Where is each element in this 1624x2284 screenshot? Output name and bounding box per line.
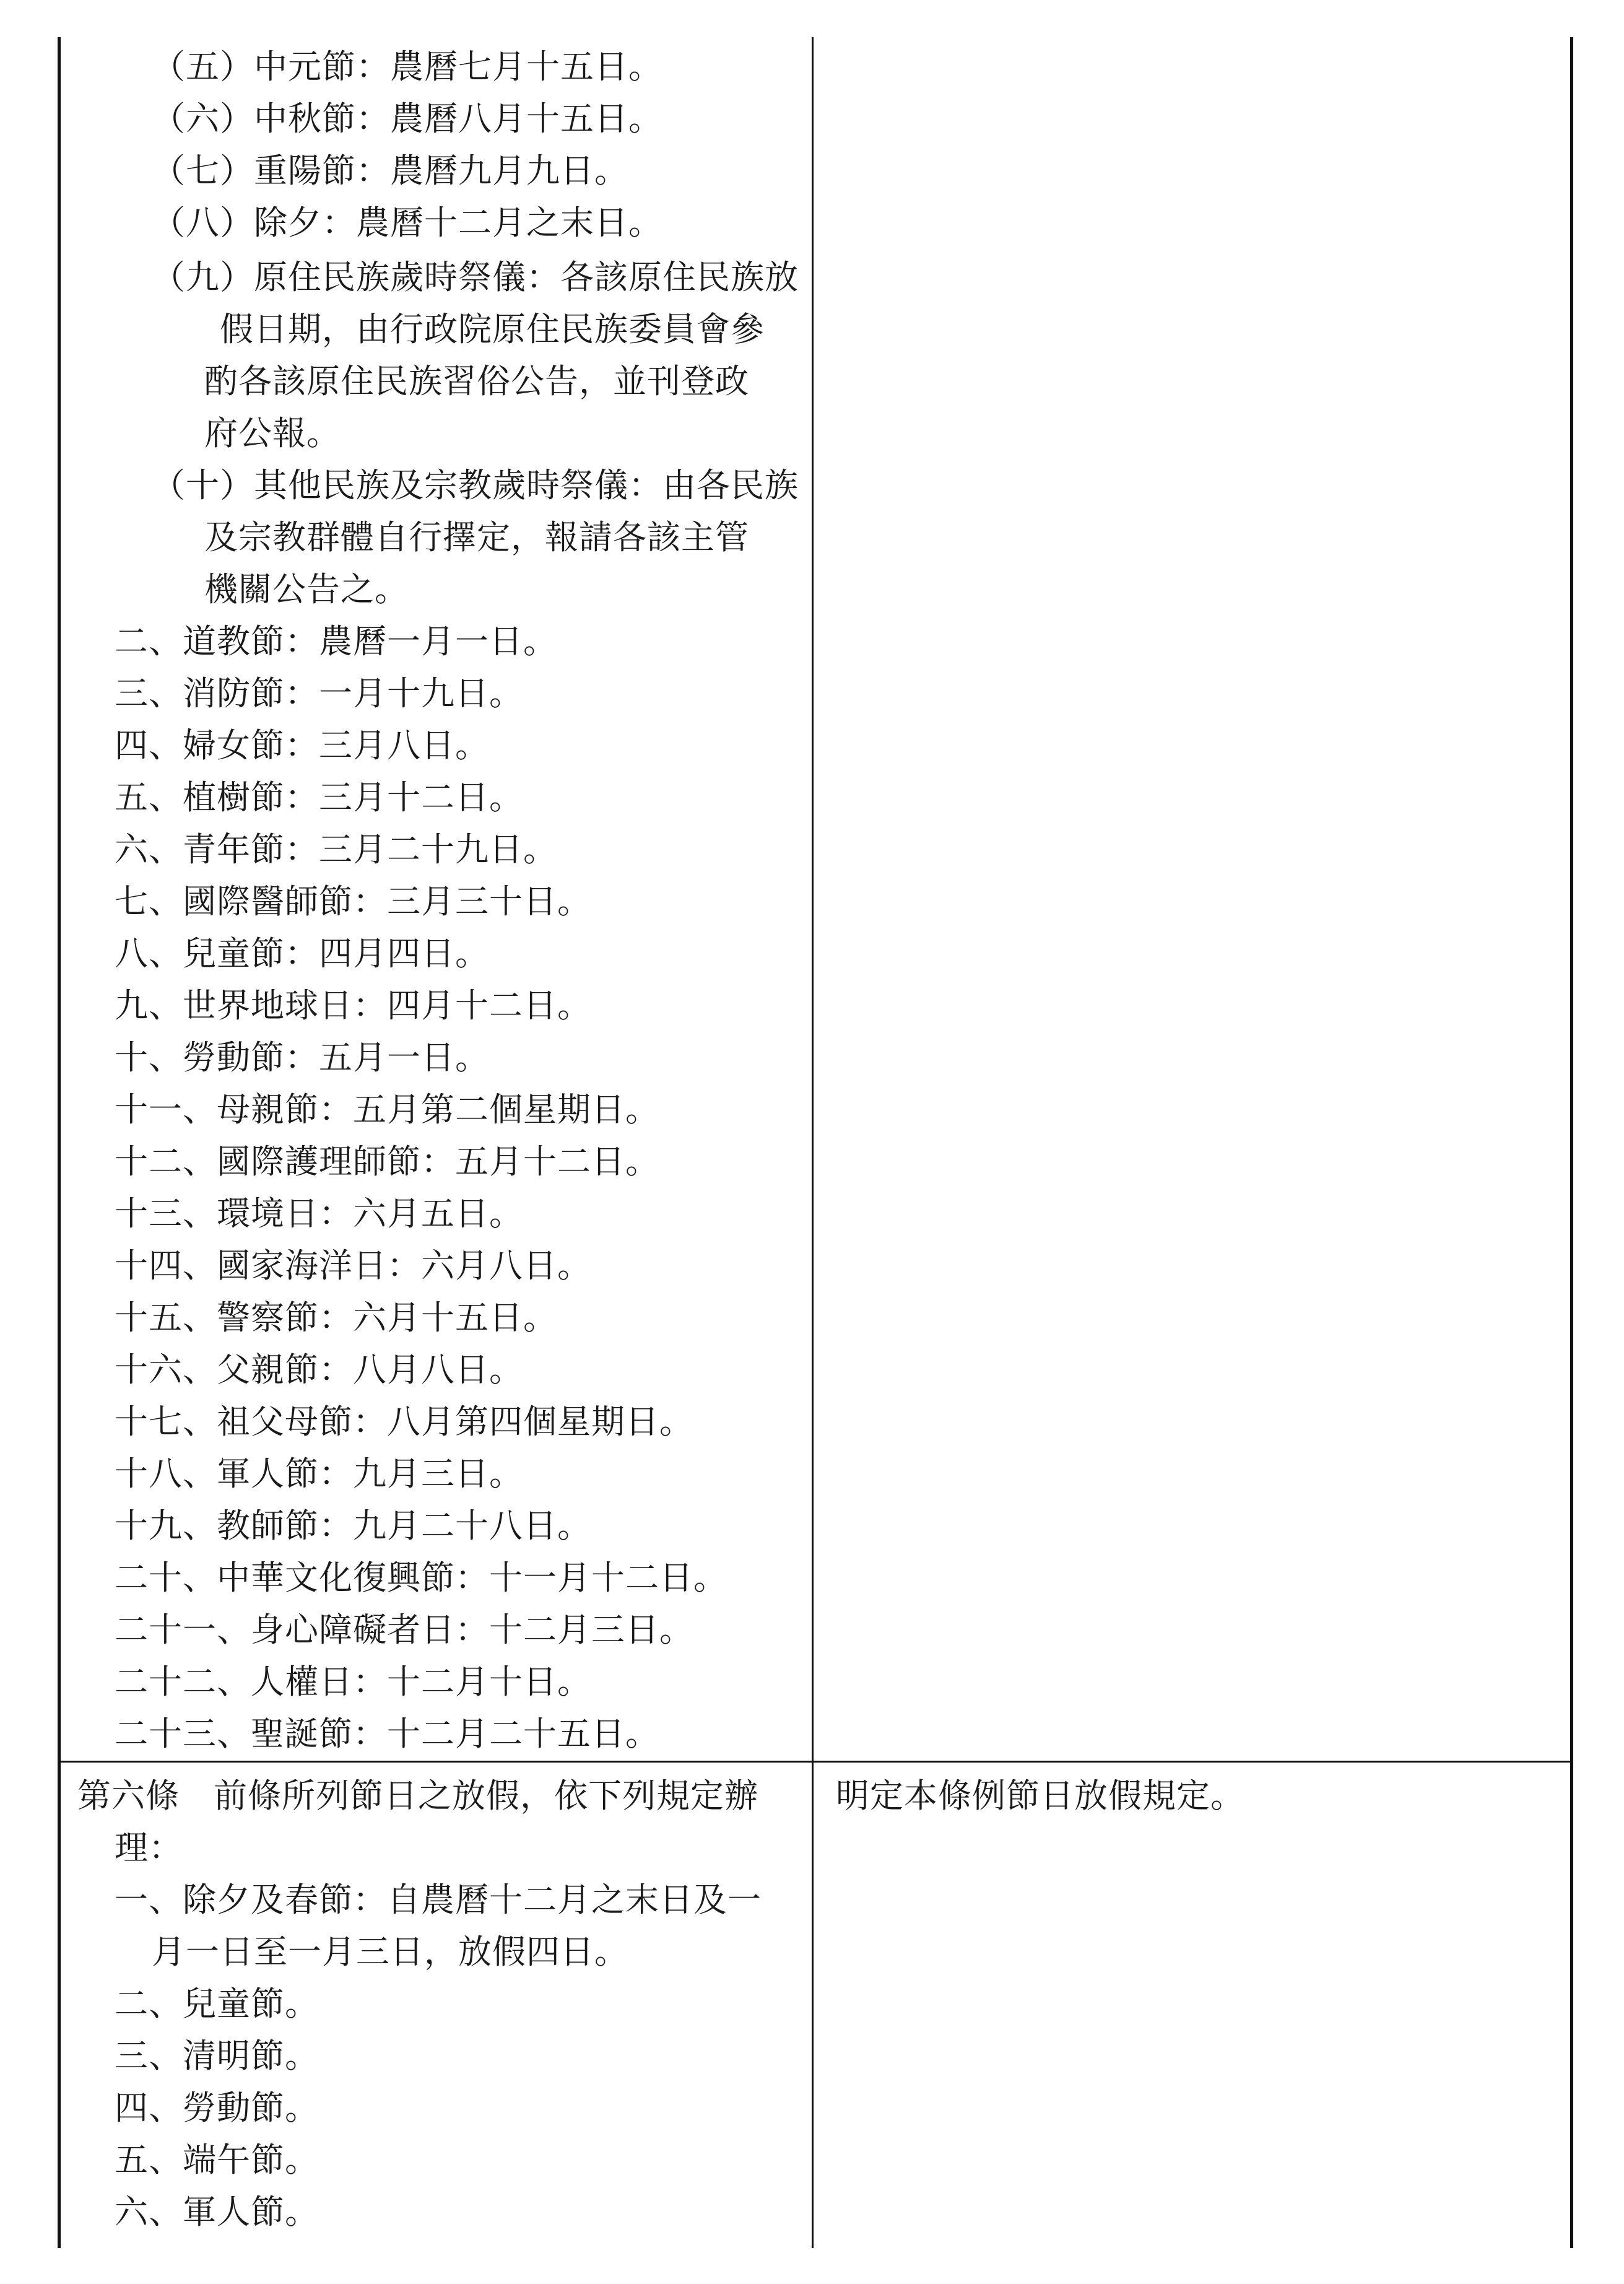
text-line: 十五、警察節：六月十五日。 xyxy=(115,1298,557,1337)
text-line: 九、世界地球日：四月十二日。 xyxy=(115,986,591,1025)
text-line: 六、軍人節。 xyxy=(115,2192,319,2231)
text-line: 府公報。 xyxy=(204,414,341,453)
text-line: 十六、父親節：八月八日。 xyxy=(115,1350,523,1389)
text-line: 機關公告之。 xyxy=(204,570,409,609)
text-line: 八、兒童節：四月四日。 xyxy=(115,934,489,973)
article-heading-line: 第六條 前條所列節日之放假，依下列規定辦 xyxy=(77,1776,758,1815)
text-line: 十四、國家海洋日：六月八日。 xyxy=(115,1246,591,1285)
text-line: 五、端午節。 xyxy=(115,2140,319,2179)
text-line: 二十三、聖誕節：十二月二十五日。 xyxy=(115,1714,659,1753)
text-line: 二、道教節：農曆一月一日。 xyxy=(115,622,557,661)
text-line: （九）原住民族歲時祭儀：各該原住民族放 xyxy=(152,258,799,297)
explanation-text: 明定本條例節日放假規定。 xyxy=(836,1776,1244,1815)
text-line: 六、青年節：三月二十九日。 xyxy=(115,830,557,869)
text-line: 十二、國際護理師節：五月十二日。 xyxy=(115,1142,659,1181)
text-line: 十九、教師節：九月二十八日。 xyxy=(115,1506,591,1545)
text-line: 三、消防節：一月十九日。 xyxy=(115,674,523,713)
text-line: 四、勞動節。 xyxy=(115,2088,319,2127)
text-line: （七）重陽節：農曆九月九日。 xyxy=(152,151,628,190)
text-line: 十七、祖父母節：八月第四個星期日。 xyxy=(115,1402,693,1441)
table-left-border xyxy=(58,37,61,2248)
text-line: 二、兒童節。 xyxy=(115,1984,319,2023)
text-line: 十、勞動節：五月一日。 xyxy=(115,1038,489,1077)
text-line: 四、婦女節：三月八日。 xyxy=(115,726,489,765)
text-line: 假日期，由行政院原住民族委員會參 xyxy=(220,310,765,349)
text-line: （八）除夕：農曆十二月之末日。 xyxy=(152,203,662,242)
text-line: 七、國際醫師節：三月三十日。 xyxy=(115,882,591,921)
text-line: 及宗教群體自行擇定，報請各該主管 xyxy=(204,518,749,557)
table-column-divider xyxy=(812,37,814,2248)
text-line: （十）其他民族及宗教歲時祭儀：由各民族 xyxy=(152,466,799,505)
text-line: 酌各該原住民族習俗公告，並刊登政 xyxy=(204,362,749,401)
text-line: 三、清明節。 xyxy=(115,2036,319,2075)
text-line: 一、除夕及春節：自農曆十二月之末日及一 xyxy=(115,1880,762,1919)
table-right-border xyxy=(1570,37,1573,2248)
text-line: 二十、中華文化復興節：十一月十二日。 xyxy=(115,1558,727,1597)
text-line: 十三、環境日：六月五日。 xyxy=(115,1194,523,1233)
table-row-divider xyxy=(58,1761,1573,1763)
text-line: 理： xyxy=(115,1828,183,1867)
text-line: 月一日至一月三日，放假四日。 xyxy=(152,1932,628,1971)
text-line: （五）中元節：農曆七月十五日。 xyxy=(152,47,662,86)
text-line: 十一、母親節：五月第二個星期日。 xyxy=(115,1090,659,1129)
text-line: 十八、軍人節：九月三日。 xyxy=(115,1454,523,1493)
text-line: 五、植樹節：三月十二日。 xyxy=(115,778,523,817)
text-line: （六）中秋節：農曆八月十五日。 xyxy=(152,99,662,138)
text-line: 二十一、身心障礙者日：十二月三日。 xyxy=(115,1610,693,1649)
text-line: 二十二、人權日：十二月十日。 xyxy=(115,1662,591,1701)
